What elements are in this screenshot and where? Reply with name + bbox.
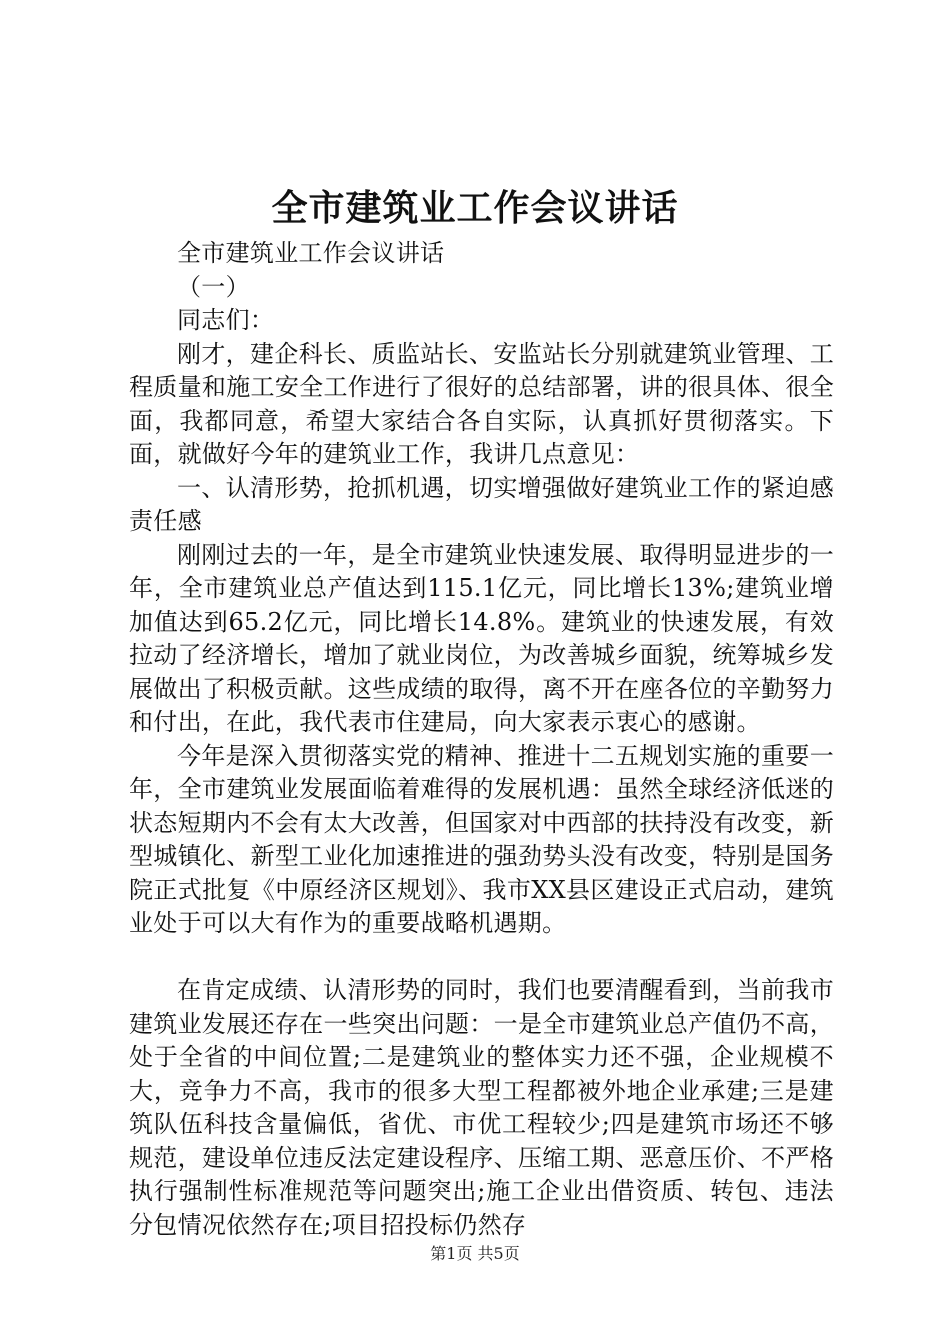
paragraph-heading-one: 一、认清形势，抢抓机遇，切实增强做好建筑业工作的紧迫感责任感 xyxy=(129,473,834,535)
paragraph-opportunities: 今年是深入贯彻落实党的精神、推进十二五规划实施的重要一年，全市建筑业发展面临着难得的发展机遇：虽然全球经济低迷的状态短期内不会有太大改善，但国家对中西部的扶持没有改变，新型城镇化、新型工业化加速推进的强劲势头没有改变，特别是国务院正式批复《中原经济区规划》、我市XX县区建设正式启动，建筑业处于可以大有作为的重要战略机遇期。 xyxy=(129,741,834,937)
paragraph-subtitle: 全市建筑业工作会议讲话 xyxy=(177,239,445,267)
paragraph-problems: 在肯定成绩、认清形势的同时，我们也要清醒看到，当前我市建筑业发展还存在一些突出问题：一是全市建筑业总产值仍不高，处于全省的中间位置;二是建筑业的整体实力还不强，企业规模不大，竞争力不高，我市的很多大型工程都被外地企业承建;三是建筑队伍科技含量偏低，省优、市优工程较少;四是建筑市场还不够规范，建设单位违反法定建设程序、压缩工期、恶意压价、不严格执行强制性标准规范等问题突出;施工企业出借资质、转包、违法分包情况依然存在;项目招投标仍然存 xyxy=(129,976,834,1239)
paragraph-achievements: 刚刚过去的一年，是全市建筑业快速发展、取得明显进步的一年，全市建筑业总产值达到115.1亿元，同比增长13%;建筑业增加值达到65.2亿元，同比增长14.8%。建筑业的快速发展，有效拉动了经济增长，增加了就业岗位，为改善城乡面貌，统筹城乡发展做出了积极贡献。这些成绩的取得，离不开在座各位的辛勤努力和付出，在此，我代表市住建局，向大家表示衷心的感谢。 xyxy=(129,540,834,736)
document-body xyxy=(129,237,834,1242)
document-title: 全市建筑业工作会议讲话 xyxy=(271,187,679,229)
page-footer: 第1页 共5页 xyxy=(430,1244,520,1263)
paragraph-salutation: 同志们： xyxy=(177,306,275,334)
paragraph-section-number: （一） xyxy=(177,272,250,301)
paragraph-intro: 刚才，建企科长、质监站长、安监站长分别就建筑业管理、工程质量和施工安全工作进行了很好的总结部署，讲的很具体、很全面，我都同意，希望大家结合各自实际，认真抓好贯彻落实。下面，就做好今年的建筑业工作，我讲几点意见： xyxy=(129,339,834,468)
